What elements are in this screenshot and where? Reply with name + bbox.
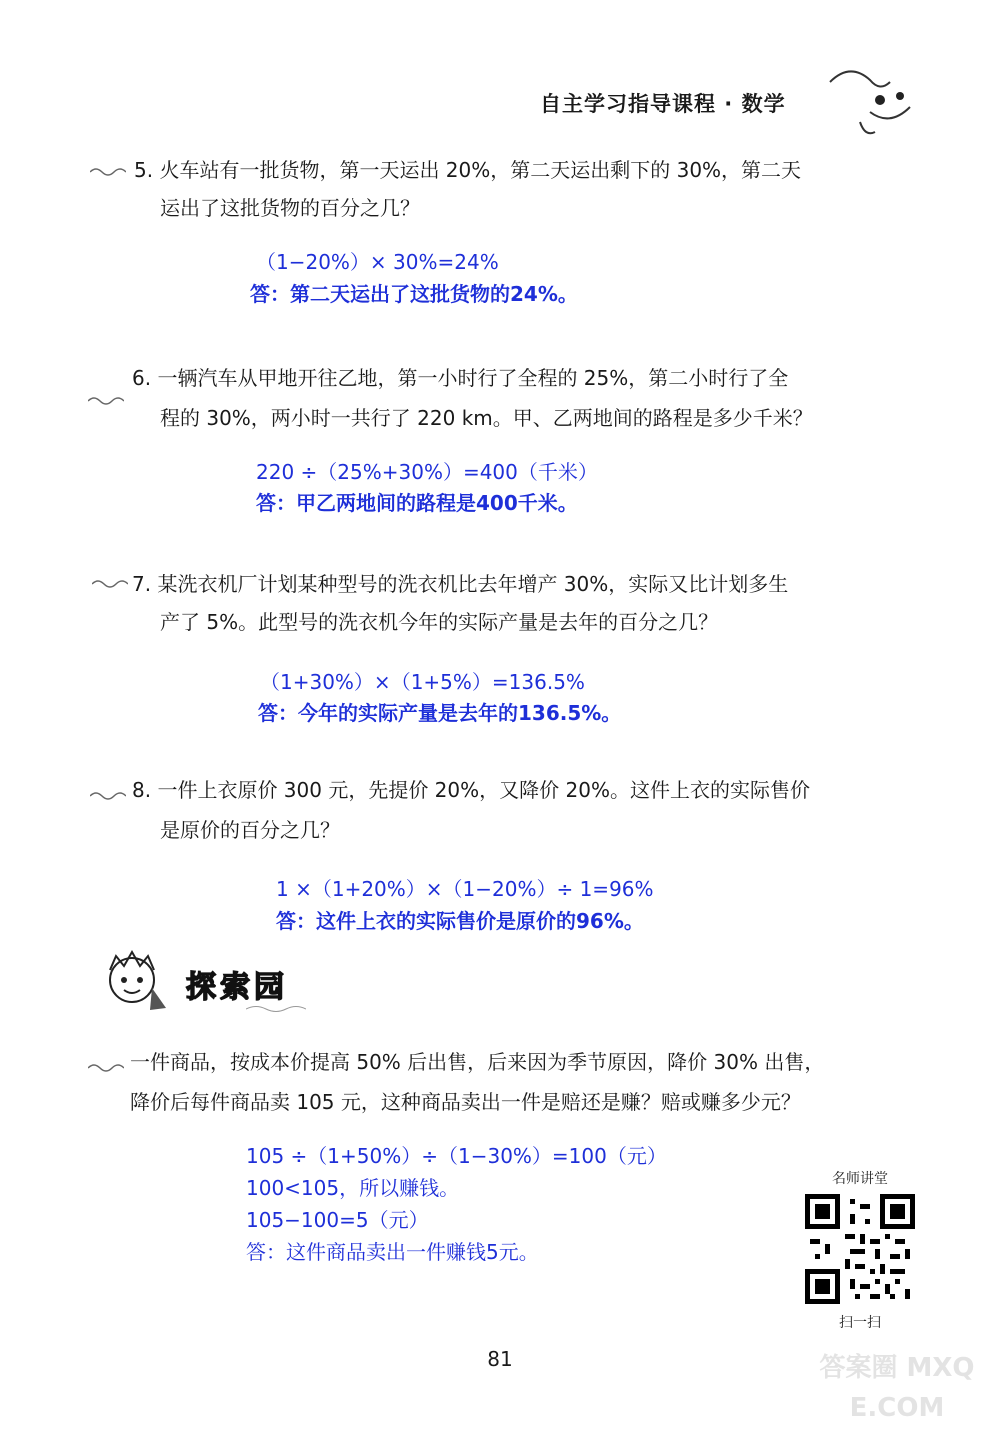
squiggle-icon bbox=[88, 395, 124, 405]
answer-text: 答：这件商品卖出一件赚钱5元。 bbox=[246, 1240, 539, 1264]
question-line: 产了 5%。此型号的洗衣机今年的实际产量是去年的百分之几？ bbox=[160, 610, 719, 634]
qr-caption: 扫一扫 bbox=[839, 1315, 881, 1331]
squiggle-icon bbox=[90, 790, 126, 800]
squiggle-icon bbox=[88, 1062, 124, 1072]
question-line: 降价后每件商品卖 105 元，这种商品卖出一件是赔还是赚？赔或赚多少元？ bbox=[130, 1090, 801, 1114]
question-line: 程的 30%，两小时一共行了 220 km。甲、乙两地间的路程是多少千米？ bbox=[160, 406, 813, 430]
answer-formula: 105−100=5（元） bbox=[246, 1208, 429, 1232]
watermark-logo bbox=[812, 1348, 992, 1432]
question-line: 运出了这批货物的百分之几？ bbox=[160, 196, 420, 220]
question-line: 一件商品，按成本价提高 50% 后出售，后来因为季节原因，降价 30% 出售， bbox=[130, 1050, 825, 1074]
question-line: 是原价的百分之几？ bbox=[160, 818, 340, 842]
squiggle-icon bbox=[90, 166, 126, 176]
qr-title: 名师讲堂 bbox=[832, 1171, 888, 1187]
answer-formula: （1+30%）×（1+5%）=136.5% bbox=[260, 670, 585, 694]
answer-formula: 105 ÷（1+50%）÷（1−30%）=100（元） bbox=[246, 1144, 667, 1168]
cartoon-decoration-icon bbox=[820, 52, 930, 142]
qr-block bbox=[800, 1168, 920, 1332]
answer-formula: （1−20%）× 30%=24% bbox=[256, 250, 499, 274]
page-number: 81 bbox=[487, 1347, 513, 1371]
qr-code-icon[interactable] bbox=[805, 1194, 915, 1304]
squiggle-icon bbox=[92, 578, 128, 588]
answer-formula: 100<105，所以赚钱。 bbox=[246, 1176, 460, 1200]
cartoon-child-icon bbox=[96, 948, 176, 1018]
section-badge bbox=[96, 948, 306, 1018]
answer-text: 答：今年的实际产量是去年的136.5%。 bbox=[258, 701, 622, 725]
question-line: 8. 一件上衣原价 300 元，先提价 20%，又降价 20%。这件上衣的实际售价 bbox=[132, 778, 810, 802]
section-title: 探索园 bbox=[186, 970, 288, 1005]
answer-text: 答：第二天运出了这批货物的24%。 bbox=[250, 282, 578, 306]
answer-text: 答：甲乙两地间的路程是400千米。 bbox=[256, 491, 578, 515]
watermark-text: 答案圈 MXQE.COM bbox=[819, 1353, 975, 1423]
answer-formula: 220 ÷（25%+30%）=400（千米） bbox=[256, 460, 598, 484]
question-line: 5. 火车站有一批货物，第一天运出 20%，第二天运出剩下的 30%，第二天 bbox=[134, 158, 802, 182]
underline-icon bbox=[246, 1004, 306, 1014]
question-line: 7. 某洗衣机厂计划某种型号的洗衣机比去年增产 30%，实际又比计划多生 bbox=[132, 572, 789, 596]
header-title: 自主学习指导课程 · 数学 bbox=[540, 92, 786, 116]
answer-text: 答：这件上衣的实际售价是原价的96%。 bbox=[276, 909, 644, 933]
question-line: 6. 一辆汽车从甲地开往乙地，第一小时行了全程的 25%，第二小时行了全 bbox=[132, 366, 789, 390]
answer-formula: 1 ×（1+20%）×（1−20%）÷ 1=96% bbox=[276, 877, 654, 901]
